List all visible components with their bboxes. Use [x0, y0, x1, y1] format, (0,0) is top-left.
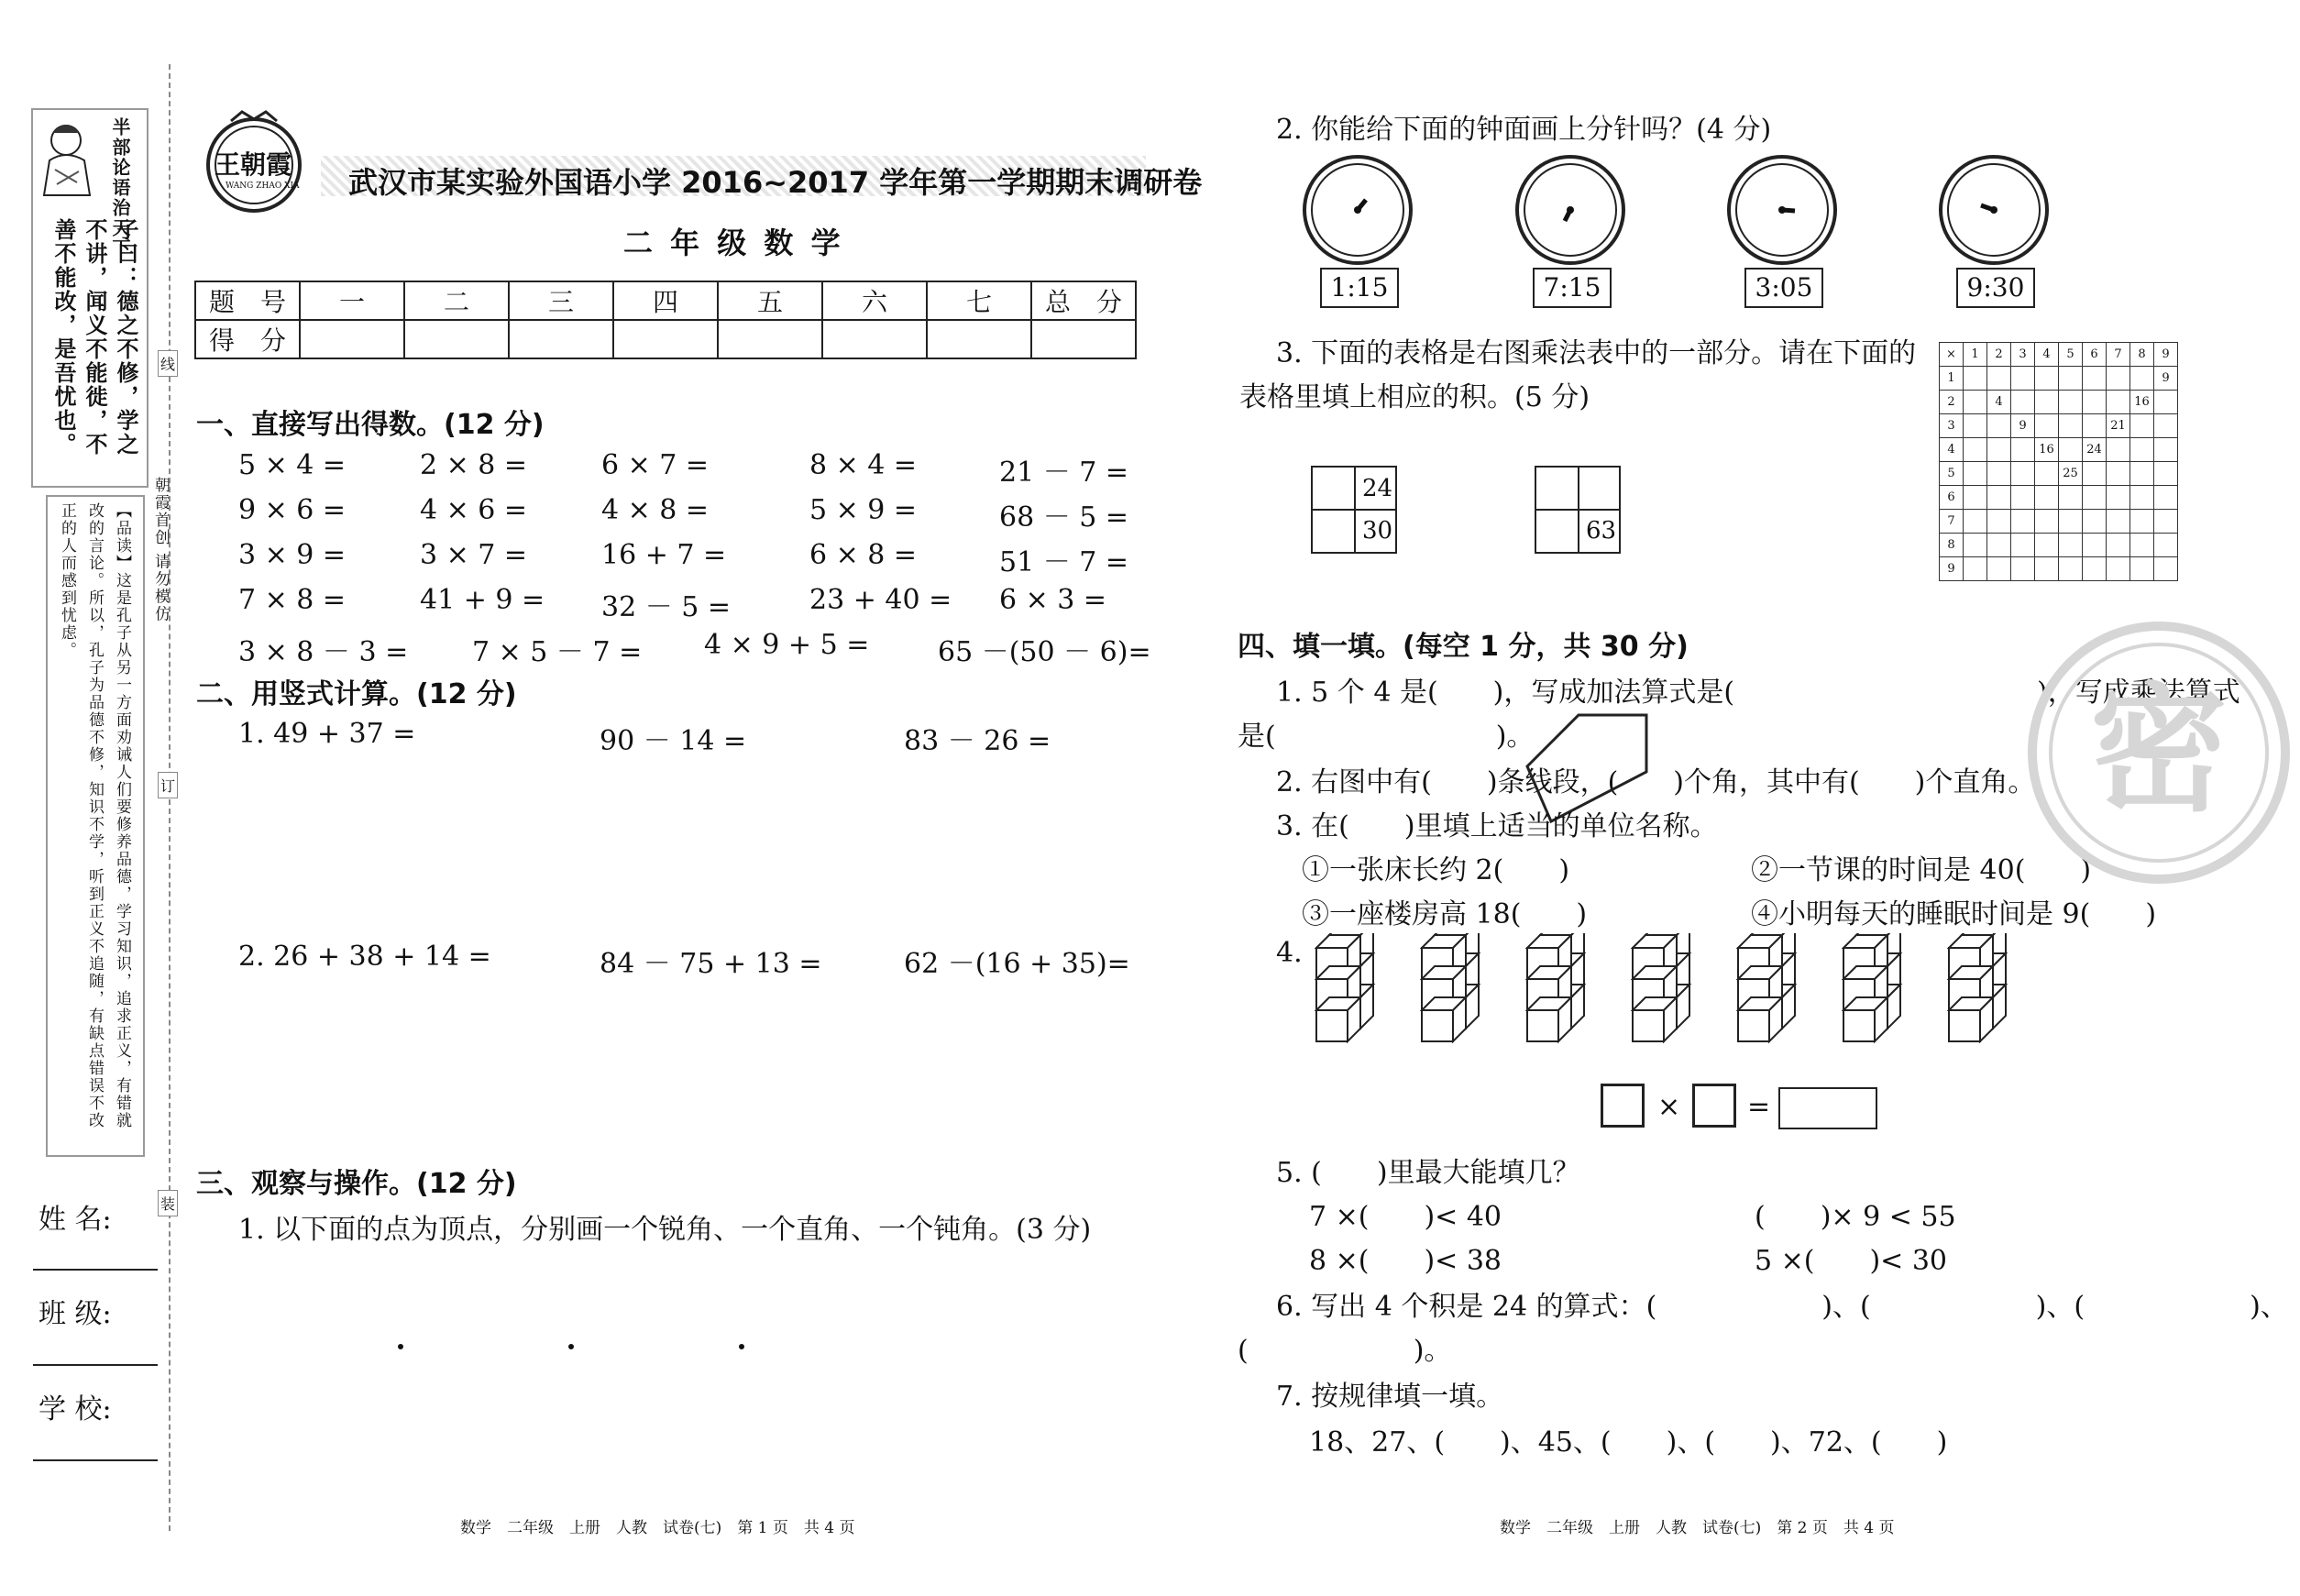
vertex-dot[interactable] — [568, 1344, 574, 1349]
oral-item: 7 × 5 － 7 = — [472, 636, 643, 668]
times-sign: × — [1657, 1091, 1681, 1123]
score-input[interactable] — [927, 320, 1031, 358]
clock-face-icon[interactable] — [1938, 154, 2050, 270]
mult-table-cell[interactable]: 25 — [2059, 462, 2083, 486]
mult-table-cell[interactable] — [2059, 438, 2083, 462]
mult-table-cell[interactable] — [1987, 462, 2011, 486]
clock-time-label: 9:30 — [1956, 268, 2035, 308]
mult-table-cell[interactable] — [2107, 510, 2130, 534]
mult-table-cell[interactable] — [2011, 510, 2035, 534]
mult-table-cell[interactable] — [2035, 391, 2059, 414]
score-cell: 得 分 — [195, 320, 300, 358]
mult-table-row — [1940, 486, 2178, 510]
clock-time-label: 7:15 — [1533, 268, 1612, 308]
fragment-value: 63 — [1586, 517, 1617, 545]
mult-table-cell[interactable] — [2011, 557, 2035, 581]
mult-table-row — [1940, 557, 2178, 581]
mult-table-row — [1940, 462, 2178, 486]
cut-mark-2: 订 — [158, 772, 178, 798]
vertical-calc-item: 84 － 75 + 13 = — [600, 948, 822, 980]
mult-table-cell[interactable] — [2107, 462, 2130, 486]
mult-table-cell[interactable] — [2059, 510, 2083, 534]
mult-table-cell[interactable] — [1964, 534, 1987, 557]
mult-table-row — [1940, 391, 2178, 414]
confucius-portrait-icon — [37, 115, 101, 201]
mult-table-cell[interactable] — [2083, 557, 2107, 581]
section4-q4-label: 4. — [1276, 937, 1303, 969]
mult-table-cell[interactable] — [2130, 510, 2154, 534]
oral-item: 7 × 8 = — [238, 584, 347, 616]
section4-q2: 2. 右图中有( )条线段，( )个角，其中有( )个直角。 — [1276, 766, 2036, 798]
section3-q2: 2. 你能给下面的钟面画上分针吗？(4 分) — [1276, 114, 1772, 146]
mult-table-cell: 4 — [1940, 438, 1964, 462]
oral-item: 3 × 7 = — [420, 539, 528, 571]
mult-table-cell[interactable] — [2011, 367, 2035, 391]
oral-item: 8 × 4 = — [809, 449, 918, 481]
cube-stack — [1947, 933, 2020, 1058]
vertical-calc-item: 2. 26 + 38 + 14 = — [238, 941, 491, 973]
score-input[interactable] — [509, 320, 613, 358]
footer-left: 数学 二年级 上册 人教 试卷(七) 第 1 页 共 4 页 — [460, 1519, 855, 1537]
inequality-item: 7 ×( )< 40 — [1309, 1201, 1502, 1233]
mult-table-cell[interactable] — [2107, 367, 2130, 391]
exam-subtitle: 二 年 级 数 学 — [623, 226, 844, 260]
mult-table-cell[interactable] — [2154, 534, 2178, 557]
mult-table-cell[interactable] — [1987, 438, 2011, 462]
mult-table-row — [1940, 414, 2178, 438]
section3-q3-line1: 3. 下面的表格是右图乘法表中的一部分。请在下面的 — [1276, 337, 1917, 369]
mult-table-cell: 2 — [1987, 343, 2011, 367]
mult-table-cell: 8 — [1940, 534, 1964, 557]
score-input[interactable] — [822, 320, 927, 358]
mult-table-cell[interactable] — [2130, 534, 2154, 557]
cut-mark-1: 线 — [158, 350, 178, 377]
oral-item: 5 × 9 = — [809, 494, 918, 526]
mult-table-cell[interactable]: 16 — [2130, 391, 2154, 414]
logo-sub: WANG ZHAO XIA — [226, 182, 300, 191]
score-input[interactable] — [1031, 320, 1136, 358]
score-table — [194, 281, 1137, 359]
cube-stack — [1420, 933, 1493, 1058]
mult-table-cell[interactable]: 21 — [2107, 414, 2130, 438]
mult-table-cell: 9 — [1940, 557, 1964, 581]
mult-table-cell[interactable] — [2154, 510, 2178, 534]
mult-table-cell[interactable] — [2154, 391, 2178, 414]
section2-title: 二、用竖式计算。(12 分) — [196, 678, 517, 710]
mult-table-cell[interactable] — [2130, 367, 2154, 391]
mult-table-row — [1940, 367, 2178, 391]
section4-q1-line2: 是( )。 — [1238, 721, 1535, 753]
mult-table-cell[interactable] — [1964, 510, 1987, 534]
oral-item: 21 － 7 = — [999, 457, 1129, 489]
mult-table-cell: 6 — [1940, 486, 1964, 510]
clock-face-icon[interactable] — [1514, 154, 1626, 270]
oral-item: 6 × 8 = — [809, 539, 918, 571]
mult-table-cell[interactable] — [2011, 486, 2035, 510]
score-cell: 四 — [613, 281, 718, 320]
confidential-stamp-icon — [2026, 620, 2292, 886]
clock-face-icon[interactable] — [1726, 154, 1838, 270]
vertex-dot[interactable] — [398, 1344, 403, 1349]
vertex-dot[interactable] — [739, 1344, 744, 1349]
logo-text: 王朝霞 — [215, 149, 292, 180]
stamp-char: 密 — [2090, 669, 2228, 831]
score-table-header-row — [195, 281, 1136, 320]
oral-item: 51 － 7 = — [999, 546, 1129, 578]
mult-table-cell[interactable] — [2107, 438, 2130, 462]
oral-item: 2 × 8 = — [420, 449, 528, 481]
confucius-quote: 子曰：德之不修，学之不讲，闻义不能徙，不善不能改，是吾忧也。 — [50, 218, 139, 457]
oral-item: 65 －(50 － 6)= — [938, 636, 1151, 668]
oral-item: 4 × 8 = — [601, 494, 710, 526]
mult-table-cell[interactable] — [1964, 438, 1987, 462]
mult-table-cell[interactable] — [2130, 557, 2154, 581]
mult-table-cell[interactable] — [2083, 462, 2107, 486]
multiplication-table — [1939, 342, 2178, 581]
oral-item: 6 × 7 = — [601, 449, 710, 481]
cube-stack — [1525, 933, 1599, 1058]
section3-q3-line2: 表格里填上相应的积。(5 分) — [1239, 381, 1590, 413]
name-label: 姓 名: — [39, 1204, 112, 1236]
mult-table-cell[interactable] — [2059, 557, 2083, 581]
mult-table-cell: 4 — [2035, 343, 2059, 367]
unit-item: ①一张床长约 2( ) — [1302, 854, 1570, 886]
vertical-calc-item: 1. 49 + 37 = — [238, 718, 416, 750]
mult-table-cell[interactable] — [1964, 414, 1987, 438]
table-fragment-b[interactable] — [1535, 466, 1621, 554]
mult-table-cell: 9 — [2154, 343, 2178, 367]
oral-item: 3 × 9 = — [238, 539, 347, 571]
mult-table-cell[interactable] — [2083, 534, 2107, 557]
mult-table-cell[interactable] — [2154, 438, 2178, 462]
score-cell: 二 — [404, 281, 509, 320]
cube-stack — [1315, 933, 1388, 1058]
mult-table-cell[interactable] — [2154, 486, 2178, 510]
score-input[interactable] — [613, 320, 718, 358]
score-input[interactable] — [300, 320, 404, 358]
inequality-item: 8 ×( )< 38 — [1309, 1245, 1502, 1277]
class-label: 班 级: — [39, 1298, 112, 1330]
mult-table-cell[interactable] — [2107, 557, 2130, 581]
equals-sign: = — [1747, 1091, 1771, 1123]
oral-item: 16 + 7 = — [601, 539, 727, 571]
mult-table-cell[interactable] — [2083, 486, 2107, 510]
unit-item: ④小明每天的睡眠时间是 9( ) — [1751, 898, 2157, 930]
mult-table-cell[interactable] — [2035, 534, 2059, 557]
mult-table-cell[interactable] — [2035, 557, 2059, 581]
oral-item: 4 × 9 + 5 = — [704, 629, 870, 661]
answer-box-factor1[interactable] — [1601, 1084, 1645, 1128]
mult-table-cell[interactable]: 4 — [1987, 391, 2011, 414]
mult-table-cell[interactable] — [1987, 486, 2011, 510]
mult-table-cell[interactable] — [2059, 391, 2083, 414]
fragment-value: 24 — [1362, 475, 1393, 502]
mult-table-cell[interactable] — [1987, 534, 2011, 557]
school-field[interactable] — [33, 1459, 158, 1461]
mult-table-cell: 5 — [2059, 343, 2083, 367]
clock-face-icon[interactable] — [1302, 154, 1414, 270]
exam-title: 武汉市某实验外国语小学 2016~2017 学年第一学期期末调研卷 — [348, 165, 1203, 200]
section4-q3: 3. 在( )里填上适当的单位名称。 — [1276, 810, 1718, 842]
mult-table-cell[interactable] — [2154, 414, 2178, 438]
answer-box-product[interactable] — [1778, 1087, 1877, 1129]
mult-table-cell: 3 — [1940, 414, 1964, 438]
mult-table-cell[interactable]: 16 — [2035, 438, 2059, 462]
mult-table-cell[interactable] — [2035, 486, 2059, 510]
score-table-score-row — [195, 320, 1136, 358]
mult-table-cell[interactable]: 24 — [2083, 438, 2107, 462]
mult-table-cell[interactable] — [2035, 462, 2059, 486]
inequality-item: 5 ×( )< 30 — [1755, 1245, 1948, 1277]
section4-q1-line1: 1. 5 个 4 是( )，写成加法算式是( )，写成乘法算式 — [1276, 677, 2240, 709]
mult-table-cell[interactable] — [2011, 534, 2035, 557]
mult-table-cell[interactable] — [2130, 486, 2154, 510]
score-cell: 五 — [718, 281, 822, 320]
section3-q1: 1. 以下面的点为顶点，分别画一个锐角、一个直角、一个钝角。(3 分) — [238, 1214, 1092, 1246]
mult-table-cell[interactable] — [1964, 391, 1987, 414]
mult-table-cell[interactable] — [2011, 462, 2035, 486]
name-field[interactable] — [33, 1269, 158, 1271]
mult-table-cell[interactable] — [1964, 557, 1987, 581]
mult-table-cell: 7 — [1940, 510, 1964, 534]
section4-q5: 5. ( )里最大能填几？ — [1276, 1157, 1580, 1189]
section4-q7: 7. 按规律填一填。 — [1276, 1381, 1504, 1413]
mult-table-cell: 6 — [2083, 343, 2107, 367]
mult-table-cell[interactable] — [2035, 367, 2059, 391]
mult-table-cell[interactable] — [2130, 462, 2154, 486]
mult-table-cell[interactable]: 9 — [2154, 367, 2178, 391]
motto-title: 半部论语治天下 — [109, 117, 131, 259]
vertical-calc-item: 83 － 26 = — [904, 725, 1051, 757]
score-cell: 七 — [927, 281, 1031, 320]
mult-table-cell[interactable] — [1987, 414, 2011, 438]
mult-table-cell[interactable] — [1987, 557, 2011, 581]
unit-item: ②一节课的时间是 40( ) — [1751, 854, 2092, 886]
mult-table-cell[interactable] — [2107, 391, 2130, 414]
mult-table-cell[interactable] — [2154, 462, 2178, 486]
mult-table-cell[interactable] — [2011, 438, 2035, 462]
mult-table-cell: 8 — [2130, 343, 2154, 367]
table-fragment-a[interactable] — [1311, 466, 1397, 554]
score-input[interactable] — [718, 320, 822, 358]
score-cell: 三 — [509, 281, 613, 320]
mult-table-cell: 5 — [1940, 462, 1964, 486]
score-cell: 六 — [822, 281, 927, 320]
mult-table-cell[interactable] — [1987, 510, 2011, 534]
answer-box-factor2[interactable] — [1692, 1084, 1736, 1128]
cube-stack — [1631, 933, 1704, 1058]
mult-table-cell[interactable] — [2130, 438, 2154, 462]
mult-table-row — [1940, 510, 2178, 534]
mult-table-cell: 1 — [1940, 367, 1964, 391]
mult-table-cell[interactable] — [2083, 391, 2107, 414]
score-cell: 题 号 — [195, 281, 300, 320]
mult-table-cell[interactable] — [1964, 462, 1987, 486]
score-cell: 总 分 — [1031, 281, 1136, 320]
brand-logo — [194, 108, 314, 218]
vertical-calc-item: 62 －(16 + 35)= — [904, 948, 1130, 980]
mult-table-cell: 1 — [1964, 343, 1987, 367]
section4-q6-line1: 6. 写出 4 个积是 24 的算式：( )、( )、( )、 — [1276, 1291, 2288, 1323]
mult-table-cell[interactable] — [1987, 367, 2011, 391]
oral-item: 9 × 6 = — [238, 494, 347, 526]
mult-table-cell[interactable] — [2107, 486, 2130, 510]
mult-table-cell[interactable] — [1964, 367, 1987, 391]
oral-item: 3 × 8 － 3 = — [238, 636, 409, 668]
footer-right: 数学 二年级 上册 人教 试卷(七) 第 2 页 共 4 页 — [1500, 1519, 1895, 1537]
mult-table-cell[interactable] — [2059, 367, 2083, 391]
cube-stack — [1736, 933, 1810, 1058]
score-input[interactable] — [404, 320, 509, 358]
oral-item: 4 × 6 = — [420, 494, 528, 526]
mult-table-cell[interactable] — [2011, 391, 2035, 414]
mult-table-cell[interactable] — [2130, 414, 2154, 438]
mult-table-cell[interactable] — [2059, 414, 2083, 438]
oral-item: 6 × 3 = — [999, 584, 1107, 616]
section4-q6-line2: ( )。 — [1238, 1335, 1452, 1367]
commentary-text: 【品读】这是孔子从另一方面劝诫人们要修养品德，学习知识，追求正义，有错就改的言论。所以，孔子为品德不修，知识不学，听到正义不追随，有缺点错误不改正的人而感到忧虑。 — [58, 502, 131, 1129]
inequality-item: ( )× 9 < 55 — [1755, 1201, 1956, 1233]
oral-item: 32 － 5 = — [601, 591, 732, 623]
mult-table-cell[interactable] — [2083, 367, 2107, 391]
mult-table-cell: × — [1940, 343, 1964, 367]
mult-table-cell[interactable] — [2059, 534, 2083, 557]
clock-time-label: 3:05 — [1744, 268, 1823, 308]
section4-title: 四、填一填。(每空 1 分，共 30 分) — [1238, 631, 1689, 663]
mult-table-row — [1940, 534, 2178, 557]
mult-table-cell[interactable]: 9 — [2011, 414, 2035, 438]
oral-item: 5 × 4 = — [238, 449, 347, 481]
unit-item: ③一座楼房高 18( ) — [1302, 898, 1588, 930]
mult-table-row — [1940, 343, 2178, 367]
oral-item: 68 － 5 = — [999, 501, 1129, 534]
cube-stack — [1842, 933, 1915, 1058]
mult-table-cell[interactable] — [2035, 414, 2059, 438]
vertical-calc-item: 90 － 14 = — [600, 725, 747, 757]
school-label: 学 校: — [39, 1393, 112, 1425]
oral-item: 23 + 40 = — [809, 584, 952, 616]
mult-table-cell[interactable] — [2083, 414, 2107, 438]
sequence-item: 18、27、( )、45、( )、( )、72、( ) — [1309, 1426, 1948, 1458]
mult-table-cell[interactable] — [1964, 486, 1987, 510]
mult-table-cell[interactable] — [2035, 510, 2059, 534]
mult-table-cell[interactable] — [2059, 486, 2083, 510]
brand-slogan: 朝霞首创 请勿模仿 — [151, 477, 170, 623]
class-field[interactable] — [33, 1364, 158, 1366]
mult-table-cell: 2 — [1940, 391, 1964, 414]
section3-title: 三、观察与操作。(12 分) — [196, 1168, 517, 1200]
cut-mark-3: 装 — [158, 1190, 178, 1216]
mult-table-cell[interactable] — [2107, 534, 2130, 557]
fragment-value: 30 — [1362, 517, 1393, 545]
mult-table-cell[interactable] — [2154, 557, 2178, 581]
oral-item: 41 + 9 = — [420, 584, 545, 616]
mult-table-cell[interactable] — [2083, 510, 2107, 534]
clock-time-label: 1:15 — [1320, 268, 1399, 308]
section1-title: 一、直接写出得数。(12 分) — [196, 409, 545, 441]
mult-table-row — [1940, 438, 2178, 462]
score-cell: 一 — [300, 281, 404, 320]
mult-table-cell: 3 — [2011, 343, 2035, 367]
mult-table-cell: 7 — [2107, 343, 2130, 367]
